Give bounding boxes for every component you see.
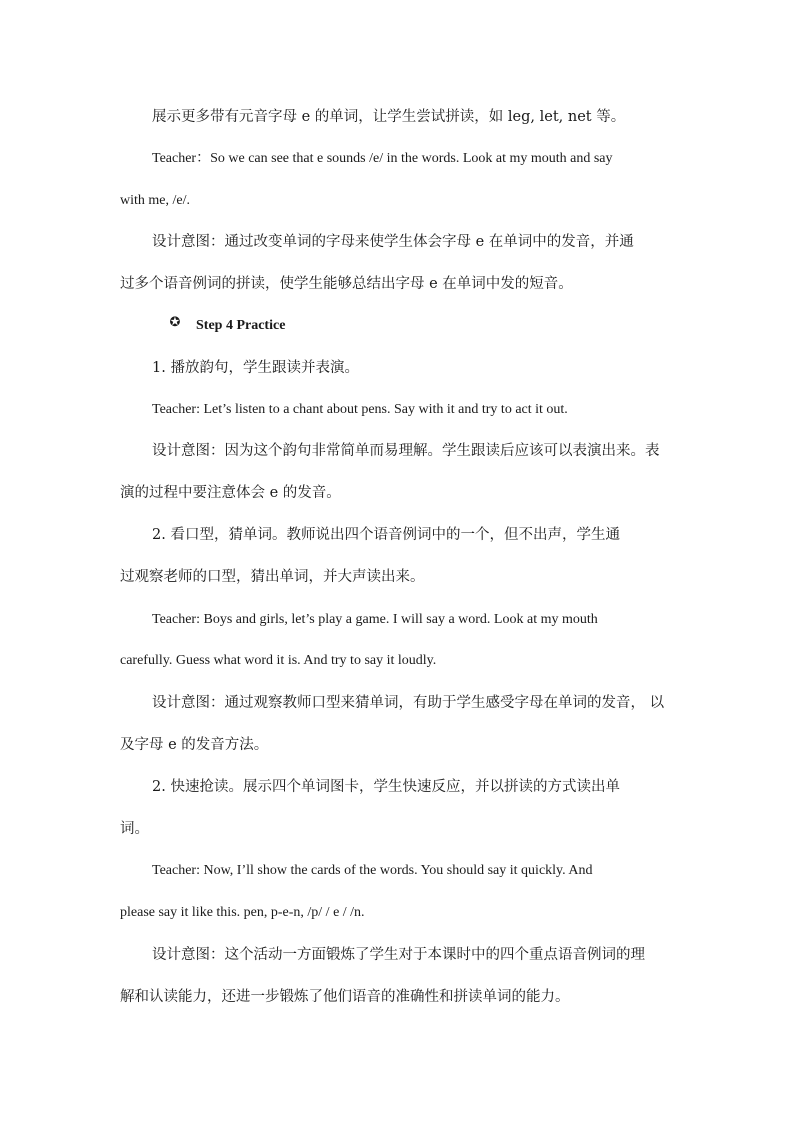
paragraph-line: 2. 快速抢读。展示四个单词图卡，学生快速反应，并以拼读的方式读出单 — [152, 779, 620, 795]
paragraph-line: 展示更多带有元音字母 e 的单词，让学生尝试拼读，如 leg, let, net 等。 — [152, 109, 626, 125]
paragraph-line: 解和认读能力，还进一步锻炼了他们语音的准确性和拼读单词的能力。 — [120, 989, 570, 1005]
paragraph-line: 设计意图：因为这个韵句非常简单而易理解。学生跟读后应该可以表演出来。表 — [152, 443, 660, 459]
paragraph-line: 2. 看口型，猜单词。教师说出四个语音例词中的一个，但不出声，学生通 — [152, 527, 620, 543]
paragraph-line: Teacher: Let’s listen to a chant about pens. Say with it and try to act it out. — [152, 402, 568, 417]
paragraph-line: carefully. Guess what word it is. And try to say it loudly. — [120, 653, 437, 668]
paragraph-line: 过观察老师的口型，猜出单词，并大声读出来。 — [120, 569, 425, 585]
paragraph-line: 及字母 e 的发音方法。 — [120, 737, 269, 753]
paragraph-line: 设计意图：这个活动一方面锻炼了学生对于本课时中的四个重点语音例词的理 — [152, 947, 645, 963]
section-heading: Step 4 Practice — [196, 318, 286, 333]
paragraph-line: 设计意图：通过观察教师口型来猜单词，有助于学生感受字母在单词的发音， 以 — [152, 695, 665, 711]
paragraph-line: please say it like this. pen, p-e-n, /p/ / e / /n. — [120, 905, 365, 920]
star-circle-icon: ✪ — [169, 315, 181, 330]
paragraph-line: 词。 — [120, 821, 149, 837]
paragraph-line: 设计意图：通过改变单词的字母来使学生体会字母 e 在单词中的发音，并通 — [152, 234, 634, 250]
paragraph-line: Teacher: Now, I’ll show the cards of the words. You should say it quickly. And — [152, 863, 593, 878]
paragraph-line: 演的过程中要注意体会 e 的发音。 — [120, 485, 341, 501]
paragraph-line: Teacher：So we can see that e sounds /e/ in the words. Look at my mouth and say — [152, 151, 613, 166]
paragraph-line: 1. 播放韵句，学生跟读并表演。 — [152, 360, 359, 376]
paragraph-line: Teacher: Boys and girls, let’s play a game. I will say a word. Look at my mouth — [152, 612, 598, 627]
paragraph-line: with me, /e/. — [120, 193, 190, 208]
paragraph-line: 过多个语音例词的拼读，使学生能够总结出字母 e 在单词中发的短音。 — [120, 276, 573, 292]
